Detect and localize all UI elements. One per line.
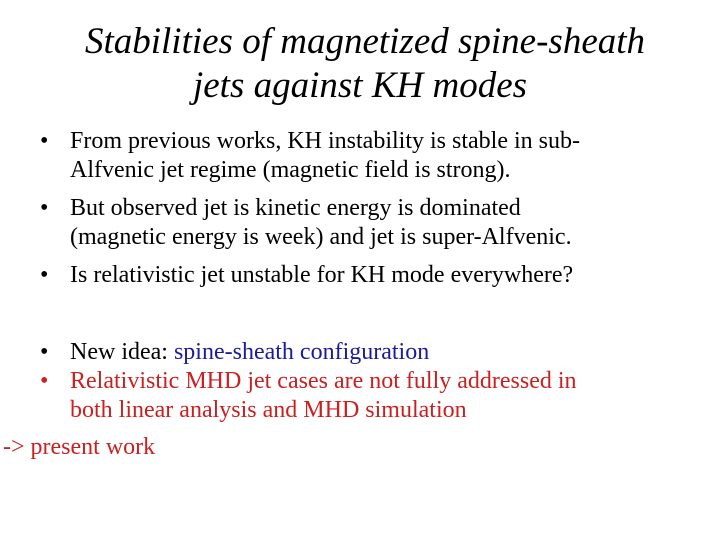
bullet-dot: • [40, 195, 49, 221]
bullet-text-line: both linear analysis and MHD simulation [70, 397, 467, 423]
bullet-dot: • [40, 262, 49, 288]
title-line-1: Stabilities of magnetized spine-sheath [84, 21, 646, 62]
present-work-text: present work [24, 434, 156, 460]
bullet-dot: • [40, 339, 49, 365]
bullet-text-line: Alfvenic jet regime (magnetic field is strong). [70, 157, 511, 183]
bullet-observed-jet [40, 194, 700, 252]
new-idea-prefix: New idea: [70, 339, 174, 365]
bullet-previous-works [40, 127, 700, 185]
section-gap [40, 299, 700, 338]
slide-body [3, 127, 700, 462]
bullet-relativistic-question [40, 261, 700, 290]
slide-title [0, 20, 720, 108]
bullet-text-line: Is relativistic jet unstable for KH mode everywhere? [70, 262, 574, 288]
title-line-2: jets against KH modes [192, 65, 528, 106]
bullet-dot: • [40, 368, 49, 394]
bullet-mhd-cases [40, 367, 700, 425]
bullet-text-line: Relativistic MHD jet cases are not fully addressed in [70, 368, 577, 394]
bullet-text-line: (magnetic energy is week) and jet is super-Alfvenic. [70, 224, 572, 250]
arrow-glyph: -> [3, 434, 25, 460]
bullet-dot: • [40, 128, 49, 154]
bullet-text-line: But observed jet is kinetic energy is dominated [70, 195, 521, 221]
new-idea-highlight: spine-sheath configuration [173, 339, 430, 365]
bullet-new-idea [40, 338, 700, 367]
footer-present-work [3, 433, 700, 462]
bullet-text-line: From previous works, KH instability is stable in sub- [70, 128, 580, 154]
